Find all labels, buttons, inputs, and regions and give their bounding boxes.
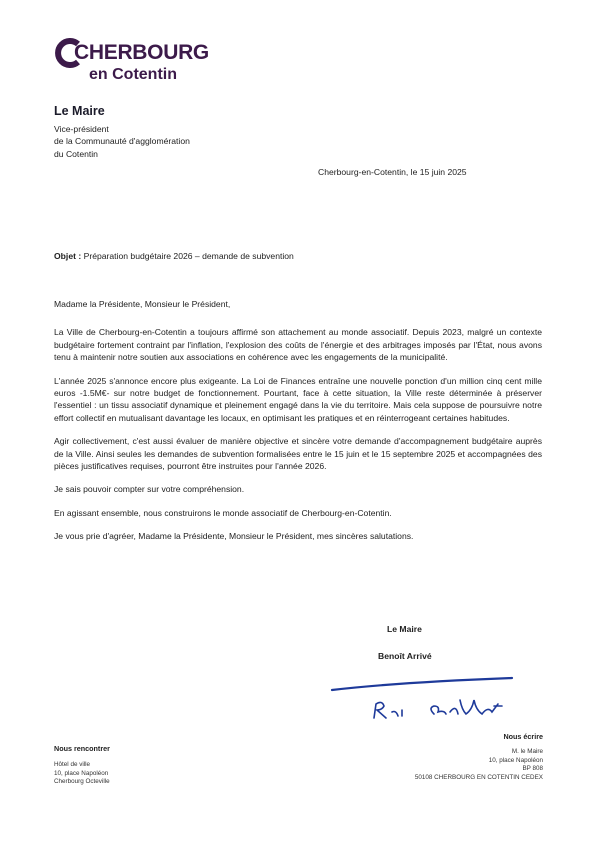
sender-line: de la Communauté d'agglomération [54,136,190,147]
footer-visit-address [54,761,110,787]
signature-name: Benoît Arrivé [378,651,432,661]
sender-title: Le Maire [54,104,105,118]
subject-text: Préparation budgétaire 2026 – demande de subvention [83,251,294,261]
address-line: Hôtel de ville [54,761,91,768]
address-line: M. le Maire [511,748,543,755]
footer-write-address [415,748,543,782]
footer-write-title: Nous écrire [503,732,543,741]
paragraph: Je sais pouvoir compter sur votre compréhension. [54,484,245,495]
paragraph: La Ville de Cherbourg-en-Cotentin a toujours affirmé son attachement au monde associatif. Depuis 2023, malgré un contexte budgétaire fortement contraint par l'inflation, l'explosion des coûts de l'énergie et des arbitrages imposés par l'État, nous avons tenu à maintenir notre soutien aux associations en cohérence avec les engagements de la municipalité. [54,327,542,363]
sender-line: du Cotentin [54,148,98,159]
subject-line [54,251,294,261]
address-line: 10, place Napoléon [488,756,543,764]
city-logo [54,38,254,90]
sender-line: Vice-président [54,124,109,134]
signature-title: Le Maire [387,624,422,634]
address-line: 50108 CHERBOURG EN COTENTIN CEDEX [414,773,543,781]
subject-label: Objet : [54,251,82,261]
handwritten-signature-icon [322,660,522,730]
logo-line2: en Cotentin [89,66,177,83]
date-line: Cherbourg-en-Cotentin, le 15 juin 2025 [318,167,467,177]
paragraph: En agissant ensemble, nous construirons le monde associatif de Cherbourg-en-Cotentin. [54,507,392,518]
address-line: 10, place Napoléon [54,769,109,777]
paragraph: Je vous prie d'agréer, Madame la Présidente, Monsieur le Président, mes sincères salutations. [54,531,414,542]
footer-visit-title: Nous rencontrer [54,744,110,753]
paragraph: Agir collectivement, c'est aussi évaluer de manière objective et sincère votre demande d'accompagnement budgétaire auprès de la Ville. Ainsi seules les demandes de subvention formalisées entre le 15 juin et le 15 septembre 2025 et accompagnées des pièces justificatives requises, pourront être instruites pour l'année 2026. [54,436,542,472]
address-line: Cherbourg Octeville [54,778,110,786]
address-line: BP 808 [522,765,543,773]
salutation: Madame la Présidente, Monsieur le Président, [54,299,231,309]
paragraph: L'année 2025 s'annonce encore plus exigeante. La Loi de Finances entraîne une nouvelle ponction d'un million cinq cent mille euros -1.5M€- sur notre budget de fonctionnement. Pourtant, face à cette situation, la Ville reste déterminée à préserver l'essentiel : un tissu associatif dynamique et pleinement engagé dans la vie du territoire. Mais cela suppose de poursuivre notre effort collectif en mutualisant davantage les locaux, en optimisant les pratiques et en réinterrogeant certaines habitudes. [54,375,542,423]
sender-lines [54,123,190,160]
letter-body [54,298,542,554]
logo-line1: CHERBOURG [74,41,209,64]
